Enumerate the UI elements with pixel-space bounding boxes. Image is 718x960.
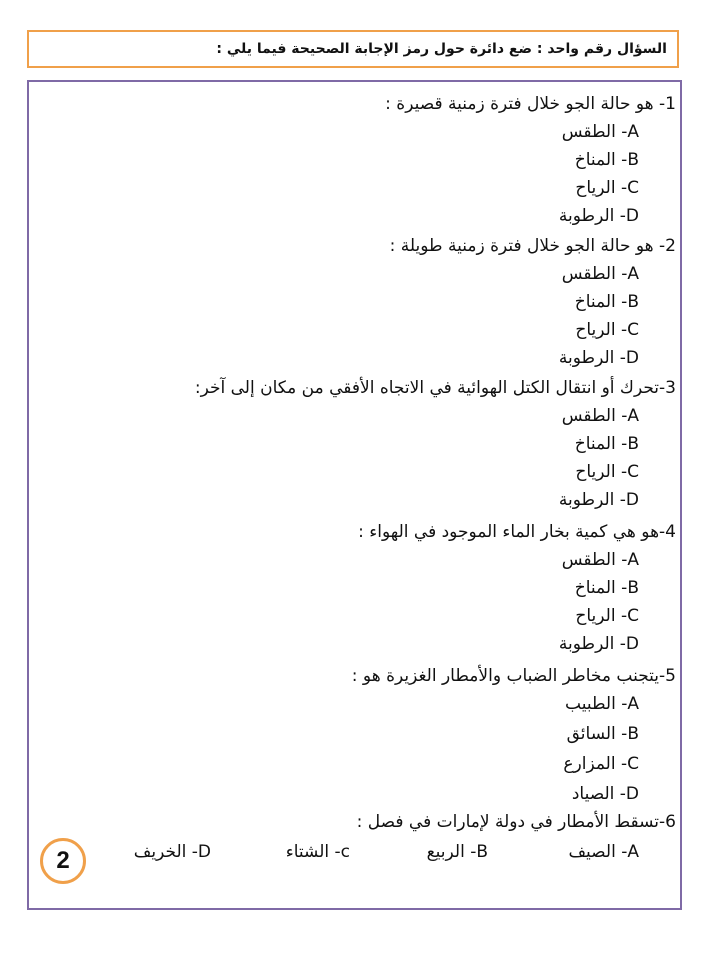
question-2-option-a[interactable]: A- الطقس (561, 264, 639, 284)
question-6-option-b[interactable]: B- الربيع (426, 842, 488, 862)
question-3-option-d[interactable]: D- الرطوبة (558, 490, 639, 510)
question-4-option-d[interactable]: D- الرطوبة (558, 634, 639, 654)
question-3-option-a[interactable]: A- الطقس (561, 406, 639, 426)
question-5: 5-يتجنب مخاطر الضباب والأمطار الغزيرة هو : (351, 666, 676, 686)
question-2-option-c[interactable]: C- الرياح (575, 320, 639, 340)
question-1-option-d[interactable]: D- الرطوبة (558, 206, 639, 226)
question-6-option-a[interactable]: A- الصيف (568, 842, 639, 862)
question-6-option-d[interactable]: D- الخريف (133, 842, 211, 862)
question-1-option-a[interactable]: A- الطقس (561, 122, 639, 142)
question-1-option-b[interactable]: B- المناخ (574, 150, 639, 170)
question-2-option-b[interactable]: B- المناخ (574, 292, 639, 312)
question-3-option-c[interactable]: C- الرياح (575, 462, 639, 482)
question-6: 6-تسقط الأمطار في دولة لإمارات في فصل : (356, 812, 676, 832)
question-2-option-d[interactable]: D- الرطوبة (558, 348, 639, 368)
page-number: 2 (56, 847, 70, 874)
question-4-option-c[interactable]: C- الرياح (575, 606, 639, 626)
instruction-text: السؤال رقم واحد : ضع دائرة حول رمز الإجابة الصحيحة فيما يلي : (216, 41, 667, 57)
question-5-option-d[interactable]: D- الصياد (571, 784, 639, 804)
question-5-option-b[interactable]: B- السائق (566, 724, 639, 744)
question-3-option-b[interactable]: B- المناخ (574, 434, 639, 454)
question-4-option-b[interactable]: B- المناخ (574, 578, 639, 598)
instruction-header (27, 30, 679, 68)
question-4: 4-هو هي كمية بخار الماء الموجود في الهواء : (358, 522, 676, 542)
question-1-option-c[interactable]: C- الرياح (575, 178, 639, 198)
question-6-option-c[interactable]: c- الشتاء (285, 842, 350, 862)
question-5-option-a[interactable]: A- الطبيب (565, 694, 639, 714)
page-number-badge (40, 838, 86, 884)
question-5-option-c[interactable]: C- المزارع (563, 754, 639, 774)
question-3: 3-تحرك أو انتقال الكتل الهوائية في الاتجاه الأفقي من مكان إلى آخر: (194, 378, 676, 398)
question-4-option-a[interactable]: A- الطقس (561, 550, 639, 570)
question-2: 2- هو حالة الجو خلال فترة زمنية طويلة : (389, 236, 676, 256)
question-1: 1- هو حالة الجو خلال فترة زمنية قصيرة : (385, 94, 676, 114)
